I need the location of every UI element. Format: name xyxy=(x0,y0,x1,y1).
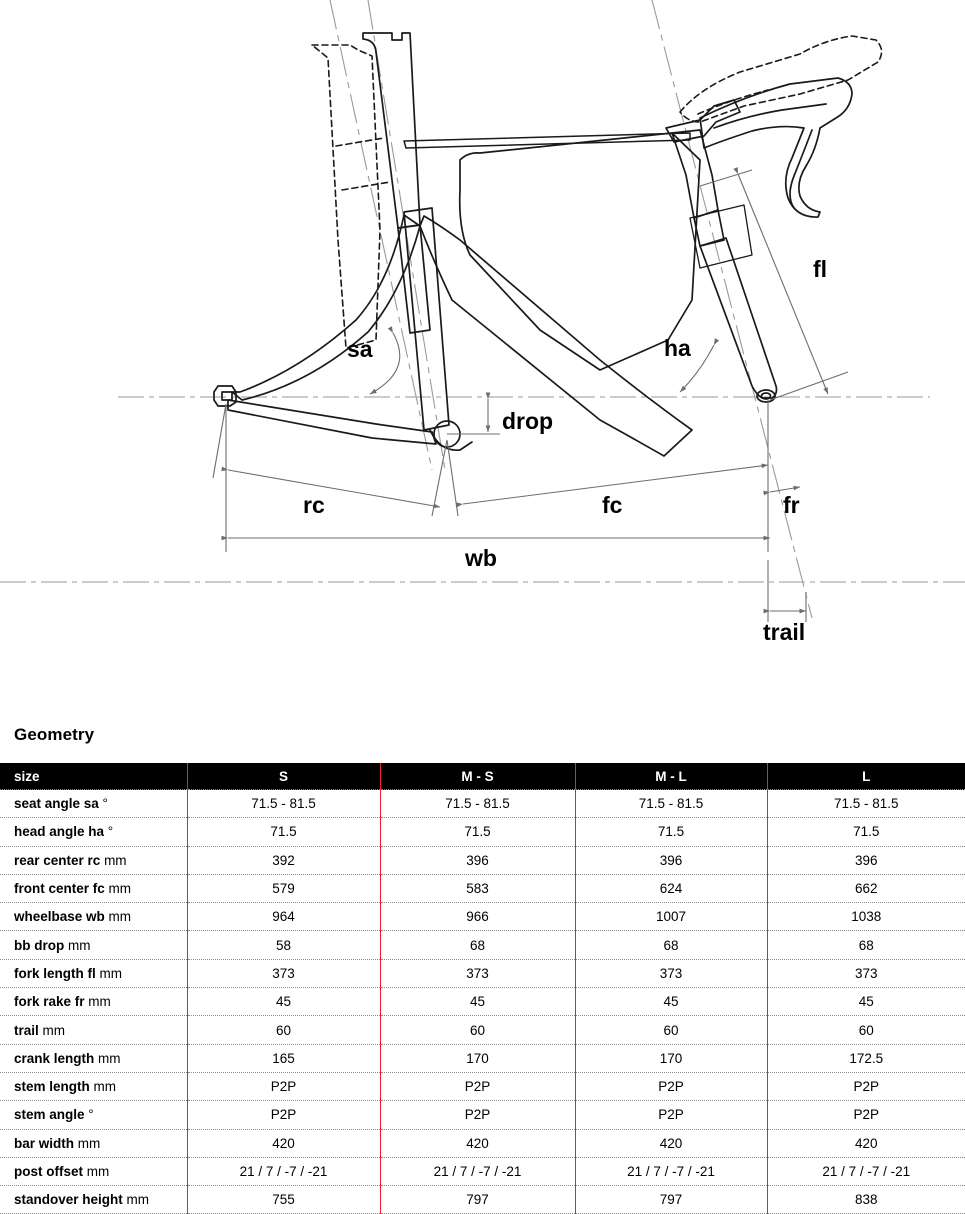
table-cell: P2P xyxy=(187,1101,380,1129)
geometry-table-head xyxy=(0,763,965,790)
table-cell: 71.5 - 81.5 xyxy=(380,790,575,818)
table-cell: 420 xyxy=(767,1129,965,1157)
table-cell: 71.5 - 81.5 xyxy=(187,790,380,818)
column-header-m-s: M - S xyxy=(380,763,575,790)
table-cell: 420 xyxy=(380,1129,575,1157)
label-fc: fc xyxy=(602,492,623,518)
row-label xyxy=(0,1016,187,1044)
table-cell: P2P xyxy=(575,1101,767,1129)
row-label-unit: mm xyxy=(84,994,111,1010)
table-cell: 373 xyxy=(575,959,767,987)
table-cell: 797 xyxy=(380,1186,575,1214)
label-ha: ha xyxy=(664,335,691,361)
table-cell: P2P xyxy=(767,1072,965,1100)
table-row xyxy=(0,1072,965,1100)
table-row xyxy=(0,846,965,874)
row-label-text: head angle ha xyxy=(14,824,105,840)
table-row xyxy=(0,988,965,1016)
row-label-text: fork length fl xyxy=(14,965,96,981)
row-label-text: rear center rc xyxy=(14,852,101,868)
row-label-unit: mm xyxy=(95,965,122,981)
row-label-text: front center fc xyxy=(14,881,105,897)
table-cell: P2P xyxy=(767,1101,965,1129)
table-cell: 21 / 7 / -7 / -21 xyxy=(575,1157,767,1185)
table-cell: 1038 xyxy=(767,903,965,931)
table-cell: 662 xyxy=(767,874,965,902)
label-sa: sa xyxy=(347,336,373,362)
row-label xyxy=(0,903,187,931)
table-cell: 420 xyxy=(187,1129,380,1157)
table-cell: 71.5 - 81.5 xyxy=(767,790,965,818)
row-label-text: wheelbase wb xyxy=(14,909,105,925)
table-cell: 21 / 7 / -7 / -21 xyxy=(380,1157,575,1185)
geometry-table-body xyxy=(0,790,965,1214)
row-label xyxy=(0,959,187,987)
row-label-unit: mm xyxy=(38,1022,66,1038)
row-label-unit: ° xyxy=(98,796,108,812)
table-cell: 68 xyxy=(380,931,575,959)
row-label-unit: mm xyxy=(89,1079,117,1095)
table-cell: 45 xyxy=(187,988,380,1016)
table-cell: 45 xyxy=(767,988,965,1016)
row-label-unit: mm xyxy=(104,881,132,897)
table-cell: 170 xyxy=(380,1044,575,1072)
table-cell: 68 xyxy=(767,931,965,959)
column-header-l: L xyxy=(767,763,965,790)
table-cell: 396 xyxy=(575,846,767,874)
row-label-unit: mm xyxy=(83,1164,110,1179)
table-cell: 21 / 7 / -7 / -21 xyxy=(767,1157,965,1185)
table-cell: 373 xyxy=(380,959,575,987)
row-label-text: fork rake fr xyxy=(14,994,85,1010)
row-label xyxy=(0,988,187,1016)
table-cell: 60 xyxy=(380,1016,575,1044)
row-label-text: seat angle sa xyxy=(14,796,99,812)
row-label-text: bb drop xyxy=(14,937,65,953)
label-drop: drop xyxy=(502,408,554,434)
row-label-text: post offset xyxy=(14,1164,83,1179)
table-cell: 68 xyxy=(575,931,767,959)
table-cell: 373 xyxy=(187,959,380,987)
table-cell: P2P xyxy=(575,1072,767,1100)
table-cell: 583 xyxy=(380,874,575,902)
row-label-unit: mm xyxy=(94,1050,121,1066)
table-cell: 60 xyxy=(575,1016,767,1044)
table-cell: 964 xyxy=(187,903,380,931)
frame-outline xyxy=(214,33,852,456)
row-label-unit: ° xyxy=(104,824,114,840)
label-fr: fr xyxy=(783,492,800,518)
row-label-text: crank length xyxy=(14,1050,95,1066)
table-cell: 797 xyxy=(575,1186,767,1214)
table-row xyxy=(0,1157,965,1185)
table-cell: 165 xyxy=(187,1044,380,1072)
table-row xyxy=(0,931,965,959)
table-cell: 170 xyxy=(575,1044,767,1072)
label-wb: wb xyxy=(465,545,497,571)
table-cell: 21 / 7 / -7 / -21 xyxy=(187,1157,380,1185)
table-cell: 71.5 - 81.5 xyxy=(575,790,767,818)
table-header-row xyxy=(0,763,965,790)
table-row xyxy=(0,959,965,987)
row-label xyxy=(0,1072,187,1100)
table-cell: 71.5 xyxy=(767,818,965,846)
label-trail: trail xyxy=(763,619,806,645)
row-label-unit: mm xyxy=(104,909,132,925)
row-label-unit: mm xyxy=(122,1192,150,1208)
column-header-m-l: M - L xyxy=(575,763,767,790)
row-label xyxy=(0,846,187,874)
table-cell: 966 xyxy=(380,903,575,931)
table-cell: 172.5 xyxy=(767,1044,965,1072)
geometry-section xyxy=(0,700,965,1214)
table-cell: 420 xyxy=(575,1129,767,1157)
table-cell: 392 xyxy=(187,846,380,874)
table-cell: 624 xyxy=(575,874,767,902)
table-cell: 579 xyxy=(187,874,380,902)
table-cell: 45 xyxy=(575,988,767,1016)
row-label xyxy=(0,818,187,846)
table-cell: 373 xyxy=(767,959,965,987)
row-label-text: stem angle xyxy=(14,1107,85,1123)
row-label-text: standover height xyxy=(14,1192,123,1208)
row-label xyxy=(0,1157,187,1185)
table-cell: P2P xyxy=(380,1072,575,1100)
row-label xyxy=(0,1044,187,1072)
column-header-s: S xyxy=(187,763,380,790)
table-cell: 1007 xyxy=(575,903,767,931)
table-cell: 71.5 xyxy=(575,818,767,846)
row-label xyxy=(0,1101,187,1129)
table-row xyxy=(0,1016,965,1044)
row-label-text: trail xyxy=(14,1022,39,1038)
table-cell: 45 xyxy=(380,988,575,1016)
table-cell: 396 xyxy=(380,846,575,874)
row-label-unit: ° xyxy=(84,1107,94,1123)
table-cell: 71.5 xyxy=(187,818,380,846)
table-row xyxy=(0,1101,965,1129)
table-row xyxy=(0,903,965,931)
row-label-text: bar width xyxy=(14,1135,74,1151)
table-cell: 71.5 xyxy=(380,818,575,846)
table-cell: 838 xyxy=(767,1186,965,1214)
row-label xyxy=(0,874,187,902)
row-label xyxy=(0,931,187,959)
row-label-unit: mm xyxy=(74,1135,101,1151)
row-label xyxy=(0,1129,187,1157)
row-label-text: stem length xyxy=(14,1079,90,1095)
table-cell: 396 xyxy=(767,846,965,874)
label-fl: fl xyxy=(813,256,828,282)
dimension-lines xyxy=(213,170,848,622)
table-cell: 60 xyxy=(187,1016,380,1044)
table-cell: P2P xyxy=(380,1101,575,1129)
geometry-table xyxy=(0,763,965,1214)
table-cell: 60 xyxy=(767,1016,965,1044)
table-row xyxy=(0,874,965,902)
geometry-title: Geometry xyxy=(14,725,95,744)
table-cell: P2P xyxy=(187,1072,380,1100)
table-row xyxy=(0,1044,965,1072)
table-row xyxy=(0,818,965,846)
row-label xyxy=(0,790,187,818)
row-label-unit: mm xyxy=(64,937,91,953)
table-cell: 755 xyxy=(187,1186,380,1214)
table-cell: 58 xyxy=(187,931,380,959)
table-row xyxy=(0,790,965,818)
row-label-unit: mm xyxy=(100,852,127,868)
column-header-size: size xyxy=(0,763,187,790)
label-rc: rc xyxy=(303,492,325,518)
table-row xyxy=(0,1129,965,1157)
